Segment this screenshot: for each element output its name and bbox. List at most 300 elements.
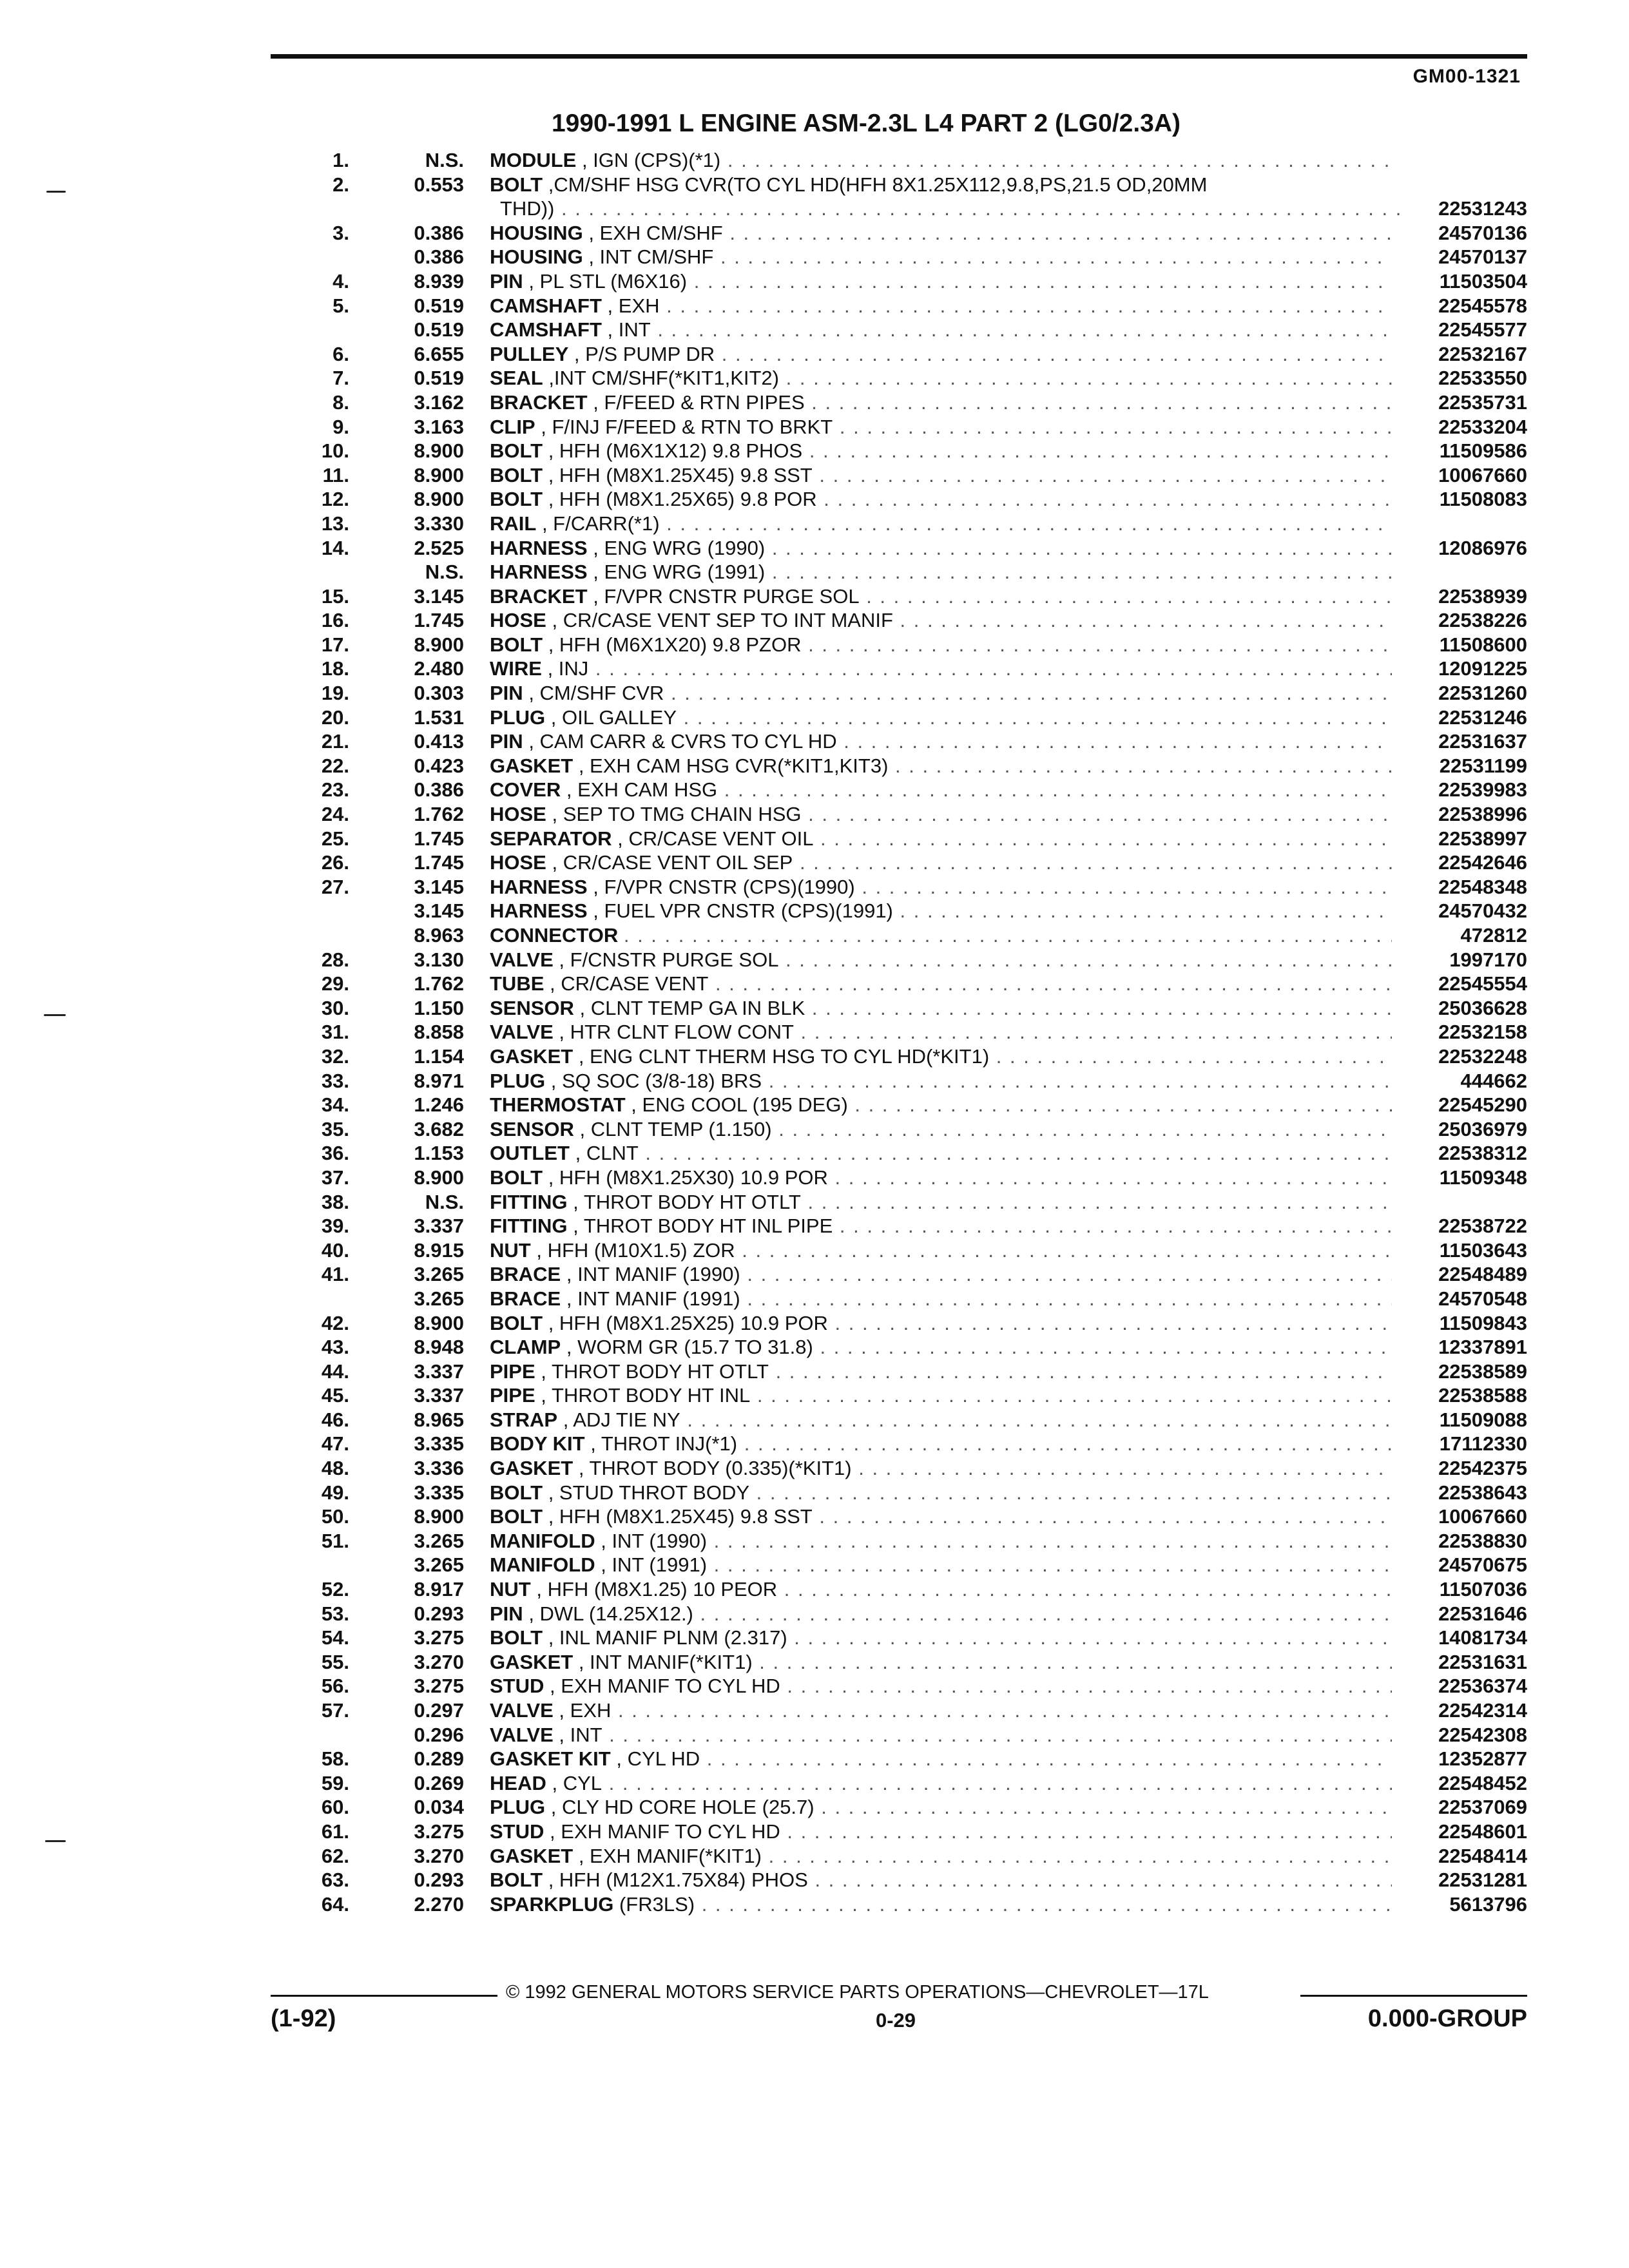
- part-row: [0, 1892, 1629, 1917]
- part-number: 22536374: [1438, 1675, 1527, 1698]
- part-name: HOSE: [490, 851, 546, 874]
- ref-number: 17.: [321, 633, 349, 656]
- part-detail: , EXH MANIF(*KIT1): [578, 1844, 762, 1867]
- part-number: 22545554: [1438, 972, 1527, 995]
- group-number: 3.265: [414, 1287, 464, 1310]
- part-number: 11503504: [1439, 269, 1527, 293]
- part-name: PLUG: [490, 706, 546, 729]
- part-row: [0, 899, 1629, 923]
- group-number: 8.858: [414, 1021, 464, 1044]
- part-number: 22545578: [1438, 294, 1527, 317]
- part-row: [0, 875, 1629, 899]
- group-number: 8.900: [414, 1311, 464, 1334]
- group-number: 3.330: [414, 512, 464, 535]
- part-row: [0, 729, 1629, 754]
- part-number: 11508083: [1439, 488, 1527, 511]
- part-row: [0, 1868, 1629, 1892]
- part-number: 22532158: [1438, 1021, 1527, 1044]
- part-number: 22538997: [1438, 827, 1527, 850]
- part-row: [0, 1141, 1629, 1166]
- part-detail: , FUEL VPR CNSTR (CPS)(1991): [593, 899, 893, 923]
- part-detail: , F/CARR(*1): [541, 512, 660, 535]
- part-number: 22531260: [1438, 682, 1527, 705]
- ref-number: 12.: [321, 488, 349, 511]
- page-title: 1990-1991 L ENGINE ASM-2.3L L4 PART 2 (LG0/2.3A): [551, 110, 1181, 137]
- part-description: [490, 415, 1392, 439]
- part-name: COVER: [490, 778, 561, 802]
- part-row: [0, 1602, 1629, 1626]
- part-number: 22535731: [1438, 390, 1527, 414]
- part-number: 22538588: [1438, 1384, 1527, 1407]
- part-detail: , F/INJ F/FEED & RTN TO BRKT: [541, 415, 833, 438]
- part-number: 10067660: [1438, 463, 1527, 486]
- part-detail: , INT (1991): [601, 1553, 708, 1577]
- part-name: OUTLET: [490, 1142, 570, 1165]
- group-number: 8.948: [414, 1336, 464, 1359]
- part-description: [490, 657, 1392, 681]
- part-number: 22548414: [1438, 1844, 1527, 1867]
- group-number: 2.270: [414, 1892, 464, 1916]
- group-number: 8.915: [414, 1238, 464, 1262]
- group-number: N.S.: [425, 1190, 464, 1213]
- part-row: [0, 318, 1629, 342]
- ref-number: 61.: [321, 1820, 349, 1843]
- ref-number: 64.: [321, 1892, 349, 1916]
- group-code: 0.000-GROUP: [1367, 2005, 1527, 2032]
- part-number: 11507036: [1439, 1578, 1527, 1601]
- part-detail: , THROT INJ(*1): [590, 1432, 738, 1456]
- part-detail: , OIL GALLEY: [550, 706, 677, 729]
- group-number: 3.335: [414, 1432, 464, 1456]
- part-description: [490, 972, 1392, 996]
- part-detail: , CR/CASE VENT OIL: [617, 827, 814, 850]
- group-number: 0.289: [414, 1747, 464, 1771]
- group-number: 0.269: [414, 1771, 464, 1794]
- part-detail: THD)): [500, 197, 555, 220]
- part-detail: , ENG CLNT THERM HSG TO CYL HD(*KIT1): [578, 1044, 990, 1068]
- group-number: 3.145: [414, 875, 464, 898]
- part-detail: , CLNT TEMP (1.150): [579, 1117, 772, 1140]
- part-name: PULLEY: [490, 342, 569, 365]
- part-number: 22531631: [1438, 1650, 1527, 1673]
- ref-number: 11.: [322, 463, 349, 486]
- ref-number: 32.: [321, 1044, 349, 1068]
- part-name: SENSOR: [490, 996, 574, 1019]
- part-detail: , HFH (M8X1.25X65) 9.8 POR: [548, 488, 817, 511]
- part-detail: , IGN (CPS)(*1): [581, 149, 721, 171]
- part-number: 22545290: [1438, 1093, 1527, 1117]
- ref-number: 34.: [321, 1093, 349, 1117]
- part-detail: , CAM CARR & CVRS TO CYL HD: [528, 730, 837, 753]
- part-row: [0, 366, 1629, 390]
- part-number: 22548489: [1438, 1263, 1527, 1286]
- group-number: 1.745: [414, 609, 464, 632]
- part-row: [0, 1771, 1629, 1796]
- part-number: 24570136: [1438, 221, 1527, 244]
- part-number: 22548348: [1438, 875, 1527, 898]
- part-description: [490, 681, 1392, 706]
- ref-number: 13.: [321, 512, 349, 535]
- part-description: [490, 1093, 1392, 1117]
- part-description: [490, 294, 1392, 318]
- part-row: [0, 1432, 1629, 1456]
- part-number: 22532167: [1438, 342, 1527, 365]
- part-description: [490, 996, 1392, 1021]
- part-detail: , F/FEED & RTN PIPES: [593, 390, 805, 414]
- ref-number: 48.: [321, 1457, 349, 1480]
- ref-number: 29.: [321, 972, 349, 995]
- part-row: [0, 415, 1629, 439]
- part-row: [0, 1529, 1629, 1553]
- ref-number: 45.: [321, 1384, 349, 1407]
- group-number: 0.519: [414, 294, 464, 317]
- footer-rule-left: [271, 1995, 497, 1997]
- part-detail: , EXH CAM HSG: [566, 778, 718, 802]
- group-number: 3.265: [414, 1553, 464, 1577]
- part-detail: ,INT CM/SHF(*KIT1,KIT2): [548, 367, 779, 390]
- group-number: 3.336: [414, 1457, 464, 1480]
- part-row: [0, 294, 1629, 318]
- part-detail: , ENG COOL (195 DEG): [631, 1093, 848, 1117]
- part-number: 25036628: [1438, 996, 1527, 1019]
- part-row: [0, 1190, 1629, 1215]
- group-number: 8.939: [414, 269, 464, 293]
- part-detail: , SQ SOC (3/8-18) BRS: [550, 1069, 762, 1092]
- part-description: [490, 1698, 1392, 1723]
- group-number: 3.275: [414, 1675, 464, 1698]
- part-name: BODY KIT: [490, 1432, 585, 1456]
- part-number: 22538722: [1438, 1215, 1527, 1238]
- ref-number: 35.: [321, 1117, 349, 1140]
- part-name: PIN: [490, 730, 523, 753]
- group-number: 0.386: [414, 245, 464, 269]
- ref-number: 62.: [321, 1844, 349, 1867]
- part-number: 22542375: [1438, 1457, 1527, 1480]
- part-name: STUD: [490, 1675, 545, 1698]
- part-row: [0, 1553, 1629, 1577]
- header-rule: [271, 54, 1527, 59]
- group-number: 3.265: [414, 1529, 464, 1552]
- group-number: 3.335: [414, 1481, 464, 1504]
- part-description: [490, 1868, 1392, 1892]
- part-row: [0, 1093, 1629, 1117]
- part-description: [490, 1602, 1392, 1626]
- part-row: [0, 1044, 1629, 1069]
- group-number: 3.337: [414, 1384, 464, 1407]
- part-name: BRACKET: [490, 390, 588, 414]
- ref-number: 54.: [321, 1626, 349, 1649]
- ref-number: 60.: [321, 1796, 349, 1819]
- part-number: 22548601: [1438, 1820, 1527, 1843]
- ref-number: 14.: [321, 536, 349, 559]
- part-row: [0, 754, 1629, 778]
- part-detail: , EXH CM/SHF: [588, 221, 723, 244]
- part-detail: , STUD THROT BODY: [548, 1481, 750, 1504]
- part-row: [0, 948, 1629, 972]
- ref-number: 46.: [321, 1408, 349, 1431]
- part-detail: , THROT BODY HT INL PIPE: [573, 1215, 833, 1238]
- group-number: 3.270: [414, 1650, 464, 1673]
- part-name: GASKET: [490, 1844, 574, 1867]
- group-number: 1.531: [414, 706, 464, 729]
- part-description: [490, 1650, 1392, 1675]
- part-number: 22542308: [1438, 1723, 1527, 1746]
- part-detail: , WORM GR (15.7 TO 31.8): [566, 1336, 813, 1359]
- group-number: 3.275: [414, 1820, 464, 1843]
- part-detail: , EXH MANIF TO CYL HD: [550, 1675, 780, 1698]
- group-number: 1.150: [414, 996, 464, 1019]
- part-detail: , THROT BODY HT OTLT: [541, 1360, 769, 1383]
- group-number: 3.130: [414, 948, 464, 971]
- part-row: [0, 827, 1629, 851]
- part-number: 22538643: [1438, 1481, 1527, 1504]
- part-row: [0, 608, 1629, 633]
- part-description: [490, 1529, 1392, 1553]
- ref-number: 22.: [321, 754, 349, 777]
- part-description: [490, 1190, 1392, 1215]
- part-row: [0, 245, 1629, 269]
- part-description: [490, 754, 1392, 778]
- part-description: [490, 1408, 1392, 1432]
- part-description: [490, 1892, 1392, 1917]
- part-description: [490, 948, 1392, 972]
- part-detail: , HFH (M8X1.25X45) 9.8 SST: [548, 463, 813, 486]
- group-number: 0.519: [414, 367, 464, 390]
- ref-number: 25.: [321, 827, 349, 850]
- part-description: [490, 1481, 1392, 1505]
- ref-number: 6.: [333, 342, 349, 365]
- group-number: 6.655: [414, 342, 464, 365]
- part-name: HOUSING: [490, 245, 583, 269]
- part-detail: , HFH (M8X1.25X30) 10.9 POR: [548, 1166, 828, 1189]
- part-row: [0, 197, 1629, 221]
- part-detail: , INT (1990): [601, 1529, 708, 1552]
- ref-number: 19.: [321, 682, 349, 705]
- part-number: 11503643: [1439, 1238, 1527, 1262]
- part-description: [490, 366, 1392, 390]
- part-description: [490, 729, 1392, 754]
- ref-number: 55.: [321, 1650, 349, 1673]
- part-number: 22539983: [1438, 778, 1527, 802]
- group-number: 0.386: [414, 778, 464, 802]
- part-number: 12091225: [1438, 657, 1527, 680]
- part-row: [0, 1674, 1629, 1698]
- part-row: [0, 390, 1629, 415]
- group-number: 2.525: [414, 536, 464, 559]
- group-number: 0.423: [414, 754, 464, 777]
- part-name: HARNESS: [490, 536, 588, 559]
- part-detail: , HTR CLNT FLOW CONT: [559, 1021, 794, 1044]
- group-number: 3.270: [414, 1844, 464, 1867]
- group-number: 1.154: [414, 1044, 464, 1068]
- ref-number: 49.: [321, 1481, 349, 1504]
- part-number: 22531246: [1438, 706, 1527, 729]
- ref-number: 26.: [321, 851, 349, 874]
- part-description: [490, 1626, 1392, 1650]
- part-name: HOSE: [490, 803, 546, 826]
- part-number: 12337891: [1438, 1336, 1527, 1359]
- part-name: PIN: [490, 1602, 523, 1625]
- part-name: FITTING: [490, 1190, 568, 1213]
- part-detail: , THROT BODY HT INL: [541, 1384, 751, 1407]
- part-number: 22542314: [1438, 1699, 1527, 1722]
- part-row: [0, 778, 1629, 802]
- group-number: 1.246: [414, 1093, 464, 1117]
- part-number: 22533550: [1438, 367, 1527, 390]
- part-name: HOSE: [490, 609, 546, 632]
- part-description: [490, 1141, 1392, 1166]
- part-detail: , SEP TO TMG CHAIN HSG: [552, 803, 802, 826]
- ref-number: 16.: [321, 609, 349, 632]
- part-detail: , INT MANIF(*KIT1): [578, 1650, 753, 1673]
- part-row: [0, 1795, 1629, 1820]
- group-number: 8.900: [414, 439, 464, 463]
- part-number: 17112330: [1439, 1432, 1527, 1456]
- part-detail: , CLNT TEMP GA IN BLK: [579, 996, 805, 1019]
- part-number: 10067660: [1438, 1505, 1527, 1528]
- group-number: 3.145: [414, 584, 464, 608]
- part-name: GASKET KIT: [490, 1747, 611, 1771]
- part-number: 22531199: [1439, 754, 1527, 777]
- part-row: [0, 1020, 1629, 1044]
- part-description: [490, 1456, 1392, 1481]
- part-row: [0, 1262, 1629, 1287]
- group-number: 1.153: [414, 1142, 464, 1165]
- part-description: [490, 1553, 1392, 1577]
- ref-number: 58.: [321, 1747, 349, 1771]
- group-number: 1.762: [414, 803, 464, 826]
- part-number: 22531281: [1438, 1869, 1527, 1892]
- part-name: GASKET: [490, 1650, 574, 1673]
- part-row: [0, 972, 1629, 996]
- part-detail: , EXH: [559, 1699, 612, 1722]
- part-name: BOLT: [490, 488, 543, 511]
- part-number: 472812: [1460, 924, 1527, 947]
- part-row: [0, 1287, 1629, 1311]
- part-name: PIPE: [490, 1384, 535, 1407]
- part-number: 12352877: [1438, 1747, 1527, 1771]
- ref-number: 51.: [321, 1529, 349, 1552]
- part-row: [0, 1166, 1629, 1190]
- part-name: SENSOR: [490, 1117, 574, 1140]
- group-number: 1.762: [414, 972, 464, 995]
- ref-number: 24.: [321, 803, 349, 826]
- part-name: PIN: [490, 682, 523, 705]
- part-description: [490, 1360, 1392, 1384]
- part-detail: , P/S PUMP DR: [574, 342, 715, 365]
- part-name: GASKET: [490, 754, 574, 777]
- ref-number: 52.: [321, 1578, 349, 1601]
- part-description: [490, 633, 1392, 657]
- part-name: CONNECTOR: [490, 924, 619, 947]
- part-name: NUT: [490, 1578, 531, 1601]
- part-description: [490, 802, 1392, 827]
- part-number: 444662: [1460, 1069, 1527, 1092]
- date-code: (1-92): [271, 2005, 336, 2032]
- part-row: [0, 1481, 1629, 1505]
- group-number: 0.296: [414, 1723, 464, 1746]
- part-name: BOLT: [490, 1311, 543, 1334]
- part-description: [490, 1262, 1392, 1287]
- ref-number: 5.: [333, 294, 349, 317]
- part-name: SPARKPLUG: [490, 1892, 614, 1916]
- part-row: [0, 1504, 1629, 1529]
- part-row: [0, 850, 1629, 875]
- ref-number: 8.: [333, 390, 349, 414]
- part-detail: , HFH (M8X1.25X45) 9.8 SST: [548, 1505, 813, 1528]
- part-row: [0, 148, 1629, 173]
- part-name: CLAMP: [490, 1336, 561, 1359]
- part-name: BOLT: [490, 1481, 543, 1504]
- part-row: [0, 681, 1629, 706]
- part-number: 24570675: [1438, 1553, 1527, 1577]
- part-name: VALVE: [490, 1699, 554, 1722]
- ref-number: 57.: [321, 1699, 349, 1722]
- ref-number: 53.: [321, 1602, 349, 1625]
- part-detail: , F/CNSTR PURGE SOL: [559, 948, 779, 971]
- part-number: 22548452: [1438, 1771, 1527, 1794]
- part-description: [490, 1504, 1392, 1529]
- part-description: [490, 706, 1392, 730]
- ref-number: 47.: [321, 1432, 349, 1456]
- part-number: 11508600: [1439, 633, 1527, 656]
- part-row: [0, 536, 1629, 561]
- part-description: [490, 560, 1392, 584]
- part-row: [0, 1650, 1629, 1675]
- group-number: 3.162: [414, 390, 464, 414]
- group-number: 8.900: [414, 488, 464, 511]
- group-number: 8.965: [414, 1408, 464, 1431]
- part-name: GASKET: [490, 1457, 574, 1480]
- part-description: [490, 1287, 1392, 1311]
- part-description: [490, 923, 1392, 948]
- part-description: [490, 463, 1392, 488]
- part-detail: , CM/SHF CVR: [528, 682, 664, 705]
- part-description: [490, 318, 1392, 342]
- part-name: BOLT: [490, 1166, 543, 1189]
- part-name: STRAP: [490, 1408, 558, 1431]
- part-detail: , THROT BODY (0.335)(*KIT1): [578, 1457, 852, 1480]
- group-number: 3.275: [414, 1626, 464, 1649]
- part-name: BOLT: [490, 439, 543, 463]
- part-detail: , F/VPR CNSTR PURGE SOL: [593, 584, 860, 608]
- part-description: [490, 536, 1392, 561]
- part-row: [0, 512, 1629, 536]
- part-description: [490, 1166, 1392, 1190]
- part-detail: , EXH CAM HSG CVR(*KIT1,KIT3): [578, 754, 889, 777]
- part-description: [490, 1577, 1392, 1602]
- part-detail: , CLNT: [575, 1142, 639, 1165]
- part-name: PIPE: [490, 1360, 535, 1383]
- part-number: 22538830: [1438, 1529, 1527, 1552]
- part-row: [0, 657, 1629, 681]
- part-detail: , HFH (M10X1.5) ZOR: [536, 1238, 735, 1262]
- group-number: 3.337: [414, 1360, 464, 1383]
- part-row: [0, 923, 1629, 948]
- part-detail: , INT MANIF (1990): [566, 1263, 740, 1286]
- group-number: 8.900: [414, 463, 464, 486]
- part-number: 22531646: [1438, 1602, 1527, 1625]
- part-number: 24570137: [1438, 245, 1527, 269]
- group-number: 0.413: [414, 730, 464, 753]
- part-description: [490, 342, 1392, 367]
- part-description: [490, 778, 1392, 802]
- part-number: 22545577: [1438, 318, 1527, 341]
- part-detail: , DWL (14.25X12.): [528, 1602, 693, 1625]
- ref-number: 63.: [321, 1869, 349, 1892]
- footer-rule-right: [1300, 1995, 1527, 1997]
- group-number: 3.145: [414, 899, 464, 923]
